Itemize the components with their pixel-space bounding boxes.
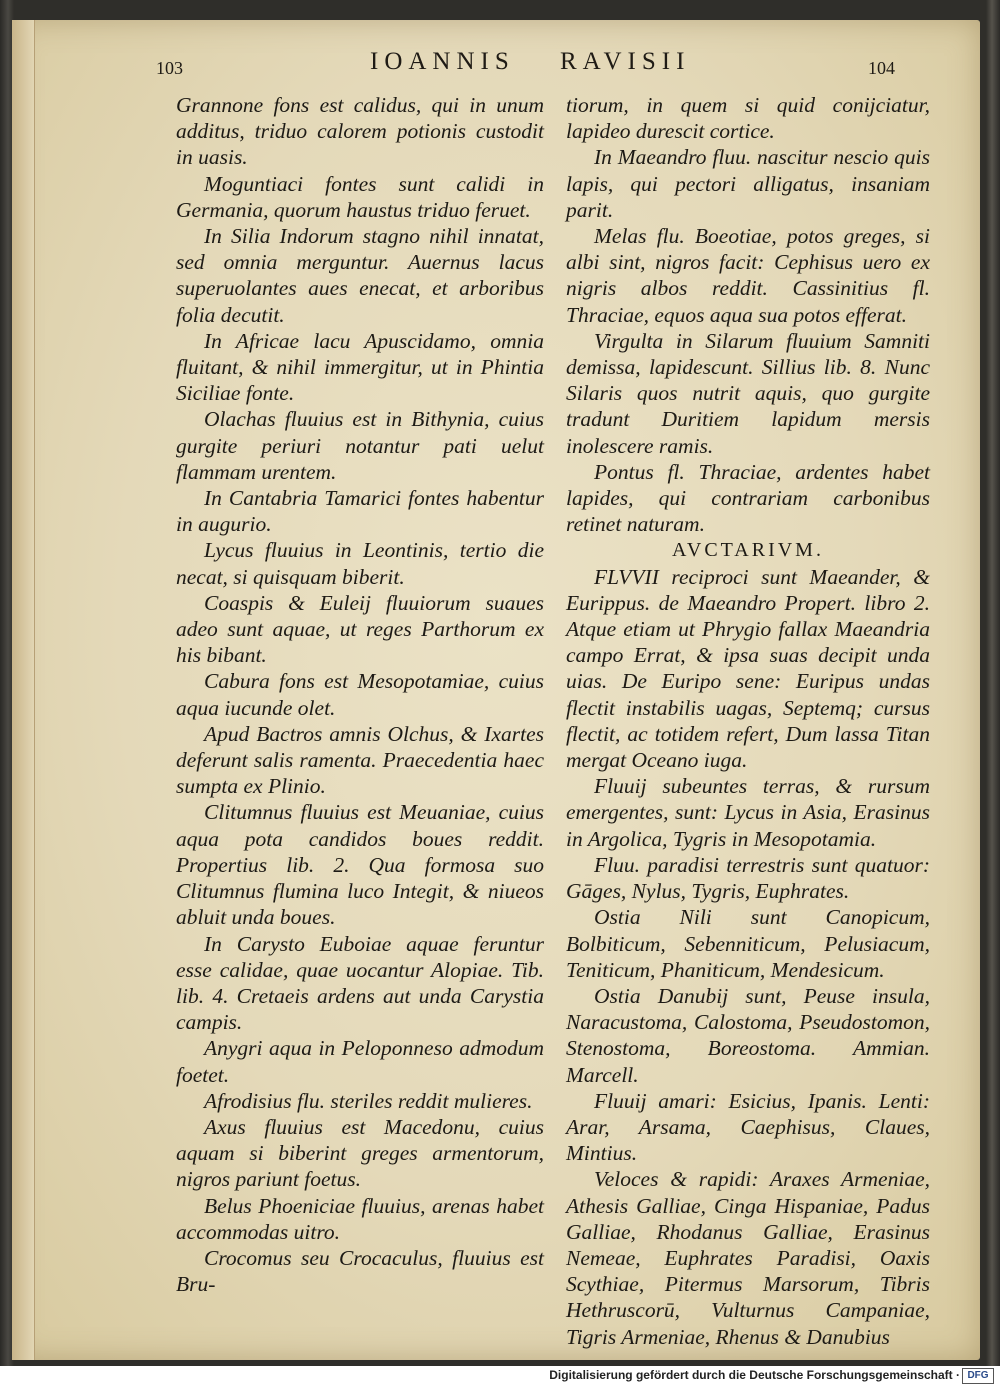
paragraph: Ostia Danubij sunt, Peuse insula, Naracustoma, Calostoma, Pseudostomon, Stenostoma, Boreostoma. Ammian. Marcell. (566, 983, 930, 1087)
paragraph: Moguntiaci fontes sunt calidi in Germania, quorum haustus triduo feruet. (176, 171, 544, 222)
paragraph: Anygri aqua in Peloponneso admodum foetet. (176, 1036, 544, 1087)
paragraph: Cabura fons est Mesopotamiae, cuius aqua iucunde olet. (176, 669, 544, 720)
running-head-name: RAVISII (560, 48, 691, 75)
paragraph: Ostia Nili sunt Canopicum, Bolbiticum, Sebenniticum, Pelusiacum, Teniticum, Phaniticum, Mendesicum. (566, 905, 930, 982)
paragraph: Fluu. paradisi terrestris sunt quatuor: Gāges, Nylus, Tygris, Euphrates. (566, 852, 930, 904)
paragraph: In Cantabria Tamarici fontes habentur in augurio. (176, 486, 544, 537)
paragraph: Lycus fluuius in Leontinis, tertio die necat, si quisquam biberit. (176, 538, 544, 589)
paragraph: Apud Bactros amnis Olchus, & Ixartes deferunt salis ramenta. Praecedentia haec sumpta ex Plinio. (176, 721, 544, 799)
paragraph: Grannone fons est calidus, qui in unum additus, triduo calorem potionis custodit in uasis. (176, 93, 544, 170)
paragraph: FLVVII reciproci sunt Maeander, & Eurippus. de Maeandro Propert. libro 2. Atque etiam ut Phrygio fallax Maeandria campo Errat, & ipsa suas decipit unda uias. De Euripo sene: Euripus undas flectit instabilis uagas, Septemq; cursus flectit, ac totidem refert, Dum lassa Titan mergat Oceano iuga. (566, 564, 930, 773)
paragraph: tiorum, in quem si quid conijciatur, lapideo durescit cortice. (566, 93, 930, 144)
paragraph: In Carysto Euboiae aquae feruntur esse calidae, quae uocantur Alopiae. Tib. lib. 4. Cretaeis ardens aut unda Carystia campis. (176, 931, 544, 1035)
paragraph: Melas flu. Boeotiae, potos greges, si albi sint, nigros facit: Cephisus uero ex nigris albos reddit. Cassinitius fl. Thraciae, equos aqua sua potos efferat. (566, 224, 930, 327)
paragraph: In Africae lacu Apuscidamo, omnia fluitant, & nihil immergitur, ut in Phintia Siciliae fonte. (176, 328, 544, 406)
paragraph: Fluuij subeuntes terras, & rursum emergentes, sunt: Lycus in Asia, Erasinus in Argolica, Tygris in Mesopotamia. (566, 774, 930, 851)
page-number-right: 104 (868, 58, 895, 78)
running-head-author: IOANNIS (370, 48, 515, 75)
paragraph: Afrodisius flu. steriles reddit mulieres. (204, 1088, 533, 1113)
paragraph: Axus fluuius est Macedonu, cuius aquam si biberint greges armentorum, nigros pariunt foetus. (176, 1114, 544, 1192)
paragraph: Crocomus seu Crocaculus, fluuius est Bru- (176, 1245, 544, 1297)
right-column (566, 92, 930, 1350)
paragraph: Belus Phoeniciae fluuius, arenas habet accommodas uitro. (176, 1193, 544, 1244)
paragraph: Clitumnus fluuius est Meuaniae, cuius aqua pota candidos boues reddit. Propertius lib. 2. Qua formosa suo Clitumnus flumina luco Integit, & niueos abluit unda boues. (176, 800, 544, 930)
paragraph: Pontus fl. Thraciae, ardentes habet lapides, qui contrariam carbonibus retinet naturam. (566, 459, 930, 537)
paragraph: Fluuij amari: Esicius, Ipanis. Lenti: Arar, Arsama, Caephisus, Claues, Mintius. (566, 1088, 930, 1166)
footer-credit: Digitalisierung gefördert durch die Deutsche Forschungsgemeinschaft · (549, 1368, 960, 1382)
page-gutter (12, 20, 35, 1360)
paragraph: Coaspis & Euleij fluuiorum suaues adeo sunt aquae, ut reges Parthorum ex his bibant. (176, 590, 544, 668)
paragraph: Veloces & rapidi: Araxes Armeniae, Athesis Galliae, Cinga Hispaniae, Padus Galliae, Rhodanus Galliae, Erasinus Nemeae, Euphrates Paradisi, Oaxis Scythiae, Pitermus Marsorum, Tibris Hethruscorū, Vulturnus Campaniae, Tigris Armeniae, Rhenus & Danubius (566, 1167, 930, 1349)
dfg-logo: DFG (962, 1368, 994, 1384)
page-number-left: 103 (156, 58, 183, 78)
auctarium-heading: AVCTARIVM. (672, 539, 824, 562)
left-column (176, 92, 544, 1297)
paragraph: Virgulta in Silarum fluuium Samniti demissa, lapidescunt. Sillius lib. 8. Nunc Silaris quos nutrit aquis, quo gurgite tradunt Duritiem lapidum mersis inolescere ramis. (566, 328, 930, 458)
paragraph: Olachas fluuius est in Bithynia, cuius gurgite periuri notantur pati uelut flammam urentem. (176, 407, 544, 484)
paragraph: In Silia Indorum stagno nihil innatat, sed omnia merguntur. Auernus lacus superuolantes aues enecat, et arboribus folia decutit. (176, 224, 544, 327)
paragraph: In Maeandro fluu. nascitur nescio quis lapis, qui pectori alligatus, insaniam parit. (566, 145, 930, 222)
